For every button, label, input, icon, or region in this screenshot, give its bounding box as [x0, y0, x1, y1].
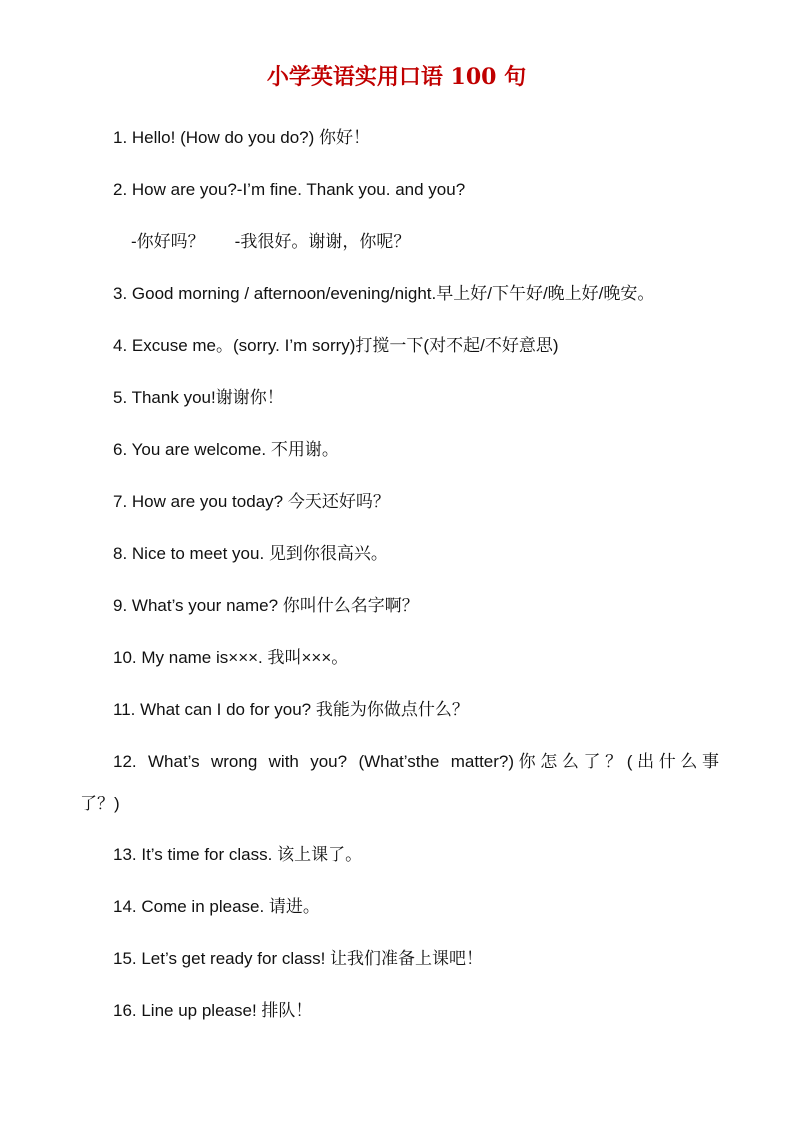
page-title: 小学英语实用口语 100 句 [266, 64, 527, 90]
phrase-line-10: 10. My name is×××. 我叫×××。 [113, 648, 349, 667]
phrase-line-2-translation [131, 230, 410, 254]
phrase-line-4: 4. Excuse me。(sorry. I’m sorry)打搅一下(对不起/不好意思) [113, 336, 559, 355]
phrase-line-8: 8. Nice to meet you. 见到你很高兴。 [113, 544, 388, 563]
translation-question: -你好吗？ [131, 232, 205, 251]
phrase-line-16: 16. Line up please! 排队！ [113, 1001, 313, 1020]
phrase-line-7: 7. How are you today? 今天还好吗？ [113, 492, 390, 511]
phrase-line-6: 6. You are welcome. 不用谢。 [113, 440, 339, 459]
phrase-line-2: 2. How are you?-I’m fine. Thank you. and you? [113, 180, 466, 199]
phrase-line-12: 12. What’s wrong with you? (What’sthe matter?)你怎么了？(出什么事 [113, 752, 719, 771]
phrase-line-15: 15. Let’s get ready for class! 让我们准备上课吧！ [113, 949, 484, 968]
phrase-line-3: 3. Good morning / afternoon/evening/night.早上好/下午好/晚上好/晚安。 [113, 284, 655, 303]
phrase-line-5: 5. Thank you!谢谢你！ [113, 388, 284, 407]
phrase-line-13: 13. It’s time for class. 该上课了。 [113, 845, 363, 864]
phrase-line-11: 11. What can I do for you? 我能为你做点什么？ [113, 700, 469, 719]
phrase-line-9: 9. What’s your name? 你叫什么名字啊？ [113, 596, 419, 615]
phrase-line-1: 1. Hello! (How do you do?) 你好！ [113, 128, 370, 147]
phrase-line-14: 14. Come in please. 请进。 [113, 897, 320, 916]
translation-answer: -我很好。谢谢，你呢？ [234, 232, 411, 251]
phrase-line-12-continued: 了？) [80, 794, 120, 813]
